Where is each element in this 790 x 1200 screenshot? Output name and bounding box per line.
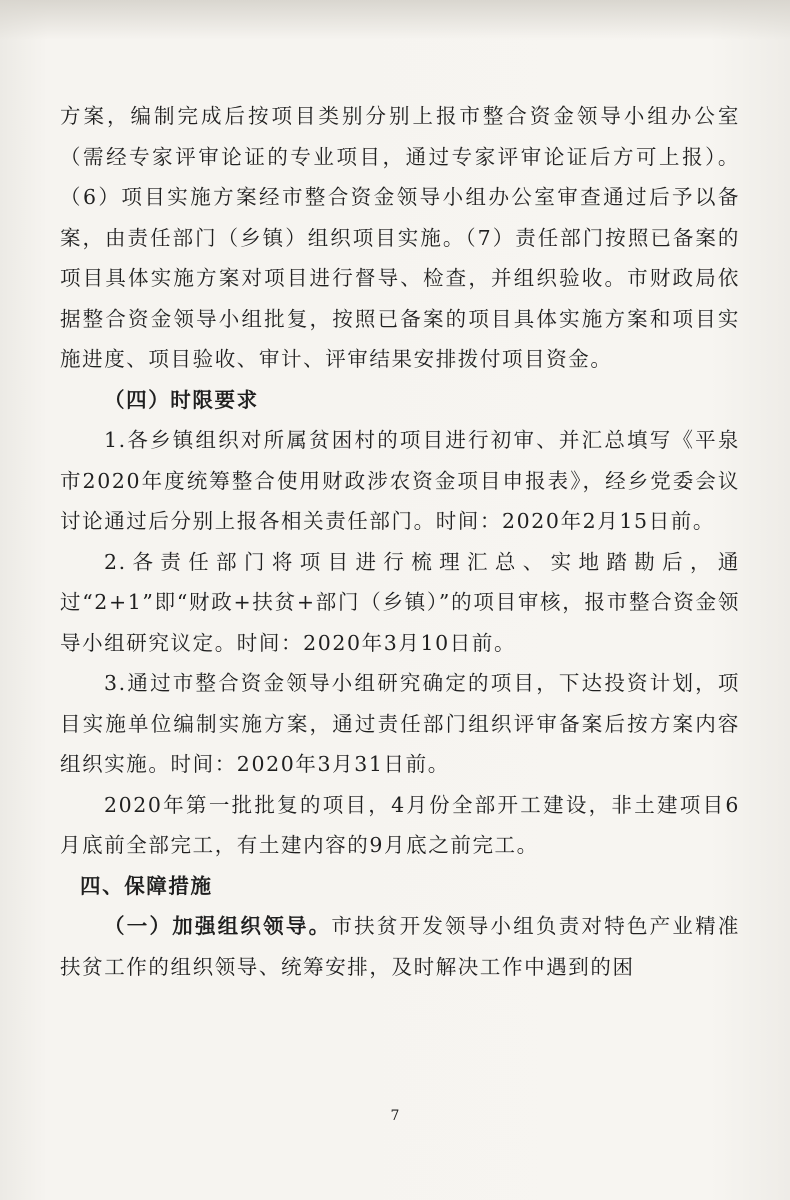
page-number: 7 [390, 1108, 400, 1124]
subheading-time-requirements [60, 380, 740, 421]
paragraph-text: 方案，编制完成后按项目类别分别上报市整合资金领导小组办公室（需经专家评审论证的专业项目，通过专家评审论证后方可上报）。（6）项目实施方案经市整合资金领导小组办公室审查通过后予以备案，由责任部门（乡镇）组织项目实施。（7）责任部门按照已备案的项目具体实施方案对项目进行督导、检查，并组织验收。市财政局依据整合资金领导小组批复，按照已备案的项目具体实施方案和项目实施进度、项目验收、审计、评审结果安排拨付项目资金。 [60, 104, 740, 371]
paragraph-step-2 [60, 542, 740, 664]
paragraph-organization [60, 906, 740, 987]
paragraph-first-batch [60, 785, 740, 866]
section-title-safeguards [60, 866, 740, 907]
paragraph-step-1 [60, 420, 740, 542]
paragraph-step-3 [60, 663, 740, 785]
paragraph-text: 1.各乡镇组织对所属贫困村的项目进行初审、并汇总填写《平泉市2020年度统筹整合使用财政涉农资金项目申报表》，经乡党委会议讨论通过后分别上报各相关责任部门。时间：2020年2月15日前。 [60, 428, 740, 533]
paragraph-lead: （一）加强组织领导。 [104, 914, 332, 938]
paragraph-text: 2020年第一批批复的项目，4月份全部开工建设，非土建项目6月底前全部完工，有土建内容的9月底之前完工。 [60, 792, 740, 857]
paragraph-text: 3.通过市整合资金领导小组研究确定的项目，下达投资计划，项目实施单位编制实施方案，通过责任部门组织评审备案后按方案内容组织实施。时间：2020年3月31日前。 [60, 671, 740, 776]
paragraph-text: 市扶贫开发领导小组负责对特色产业精准扶贫工作的组织领导、统筹安排，及时解决工作中遇到的困 [60, 914, 740, 979]
scan-shadow [0, 0, 790, 40]
section-title-text: 四、保障措施 [80, 873, 213, 898]
document-body [60, 96, 740, 987]
paragraph-text: 2.各责任部门将项目进行梳理汇总、实地踏勘后，通过“2+1”即“财政+扶贫+部门（乡镇）”的项目审核，报市整合资金领导小组研究议定。时间：2020年3月10日前。 [60, 549, 740, 655]
subheading-text: （四）时限要求 [104, 387, 259, 412]
paragraph-process-continued [60, 96, 740, 380]
